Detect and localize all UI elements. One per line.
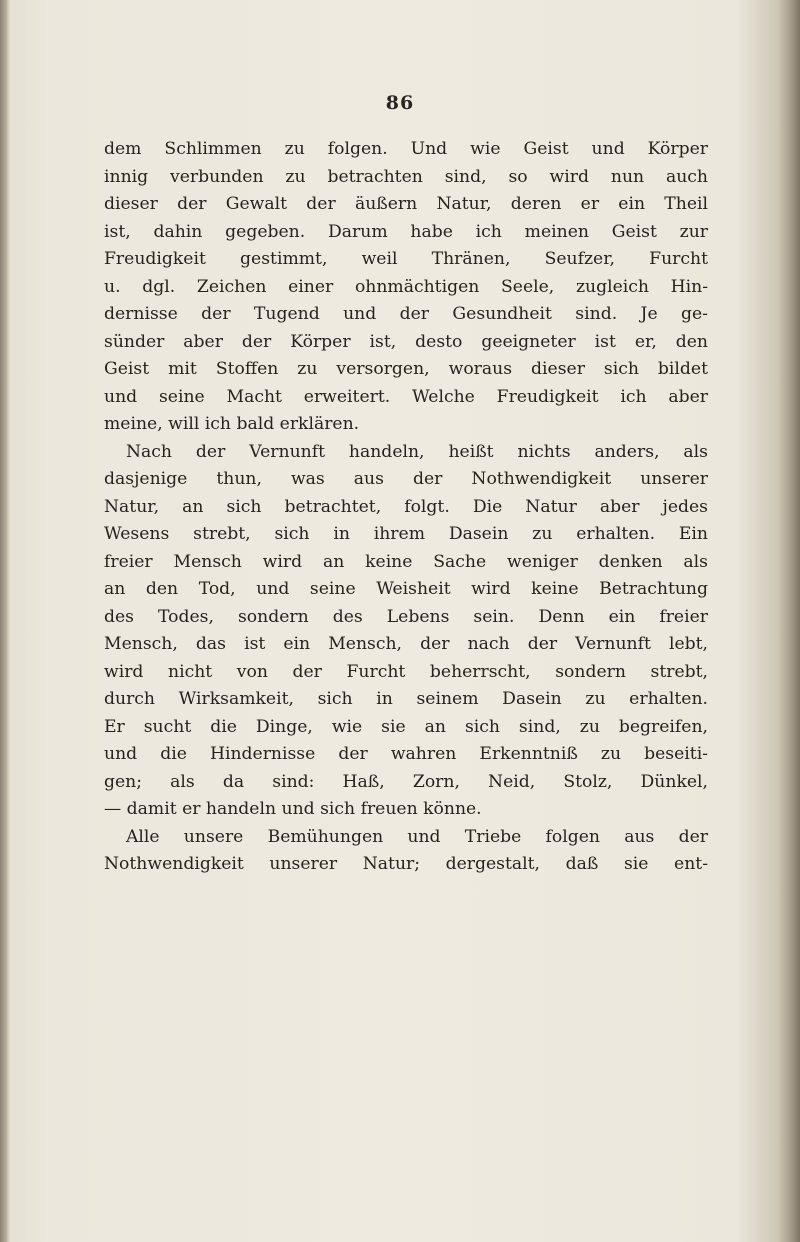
text-line: wird nicht von der Furcht beherrscht, sondern strebt,	[104, 661, 708, 682]
page-number: 86	[385, 92, 415, 114]
text-line: gen; als da sind: Haß, Zorn, Neid, Stolz, Dünkel,	[104, 771, 708, 792]
text-line: Natur, an sich betrachtet, folgt. Die Natur aber jedes	[104, 496, 708, 517]
text-line: des Todes, sondern des Lebens sein. Denn ein freier	[104, 606, 708, 627]
text-line: freier Mensch wird an keine Sache weniger denken als	[104, 551, 708, 572]
text-line: Alle unsere Bemühungen und Triebe folgen aus der	[126, 826, 708, 847]
text-line: an den Tod, und seine Weisheit wird keine Betrachtung	[104, 579, 708, 599]
text-line: sünder aber der Körper ist, desto geeigneter ist er, den	[104, 331, 708, 352]
text-line: Mensch, das ist ein Mensch, der nach der Vernunft lebt,	[104, 634, 708, 654]
text-line: durch Wirksamkeit, sich in seinem Dasein zu erhalten.	[104, 689, 708, 709]
text-line: und seine Macht erweitert. Welche Freudigkeit ich aber	[104, 386, 708, 407]
text-line: Nach der Vernunft handeln, heißt nichts anders, als	[126, 441, 708, 462]
text-line: dieser der Gewalt der äußern Natur, deren er ein Theil	[104, 194, 708, 214]
text-line: Geist mit Stoffen zu versorgen, woraus dieser sich bildet	[104, 359, 708, 379]
text-line: Nothwendigkeit unserer Natur; dergestalt, daß sie ent-	[104, 854, 708, 874]
text-line: Freudigkeit gestimmt, weil Thränen, Seufzer, Furcht	[104, 249, 708, 269]
text-line: Er sucht die Dinge, wie sie an sich sind, zu begreifen,	[104, 716, 708, 737]
text-line: ist, dahin gegeben. Darum habe ich meinen Geist zur	[104, 221, 708, 242]
page-right-edge	[778, 0, 800, 1242]
text-line: und die Hindernisse der wahren Erkenntniß zu beseiti-	[104, 744, 708, 764]
body-text	[104, 136, 708, 879]
text-line: dernisse der Tugend und der Gesundheit sind. Je ge-	[104, 304, 708, 324]
page-left-edge	[0, 0, 10, 1242]
text-line: — damit er handeln und sich freuen könne.	[104, 799, 482, 819]
text-line: dasjenige thun, was aus der Nothwendigkeit unserer	[104, 469, 708, 489]
text-line: dem Schlimmen zu folgen. Und wie Geist und Körper	[104, 139, 708, 159]
text-line: meine, will ich bald erklären.	[104, 414, 360, 434]
text-line: Wesens strebt, sich in ihrem Dasein zu erhalten. Ein	[104, 524, 708, 544]
text-line: innig verbunden zu betrachten sind, so wird nun auch	[104, 166, 708, 187]
text-line: u. dgl. Zeichen einer ohnmächtigen Seele, zugleich Hin-	[104, 276, 708, 297]
